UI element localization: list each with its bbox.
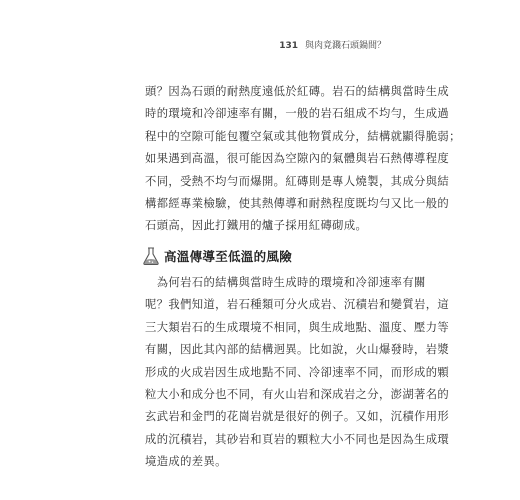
section-heading-text: 高溫傳導至低溫的風險 [164,249,293,264]
page-number: 131 [279,41,298,51]
section-heading [141,246,292,266]
text-line: 玄武岩和金門的花崗岩就是很好的例子。又如，沉積作用形 [145,410,450,424]
text-line: 程中的空隙可能包覆空氣或其他物質成分，結構就顯得脆弱； [145,129,461,143]
text-line: 形成的火成岩因生成地點不同、冷卻速率不同，而形成的顆 [145,365,450,379]
text-line: 境造成的差異。 [145,455,227,469]
text-line: 石頭高，因此打鐵用的爐子採用紅磚砌成。 [145,219,368,233]
paragraph-2 [145,272,450,474]
running-header [279,38,386,51]
text-line: 為何岩石的結構與當時生成時的環境和冷卻速率有關 [145,276,426,289]
text-line: 構都經專業檢驗，使其熱傳導和耐熱程度既均勻又比一般的 [145,197,450,211]
text-line: 三大類岩石的生成環境不相同，與生成地點、溫度、壓力等 [145,320,450,334]
text-line: 如果遇到高溫，很可能因為空隙內的氣體與岩石熱傳導程度 [145,152,450,166]
text-line: 有關，因此其內部的結構迥異。比如說，火山爆發時，岩漿 [145,343,450,357]
text-line: 不同，受熱不均勻而爆開。紅磚則是專人燒製，其成分與結 [145,174,450,188]
text-line: 頭？因為石頭的耐熱度遠低於紅磚。岩石的結構與當時生成 [145,85,450,98]
text-line: 粒大小和成分也不同，有火山岩和深成岩之分，澎湖著名的 [145,388,450,402]
flask-icon [141,246,161,266]
paragraph-1 [145,81,461,238]
text-line: 呢？我們知道，岩石種類可分火成岩、沉積岩和變質岩，這 [145,298,450,312]
text-line: 時的環境和冷卻速率有關，一般的岩石組成不均勻，生成過 [145,107,450,121]
text-line: 成的沉積岩，其砂岩和頁岩的顆粒大小不同也是因為生成環 [145,432,450,446]
running-title: 與肉竟濺石頭鍋間？ [304,41,386,51]
